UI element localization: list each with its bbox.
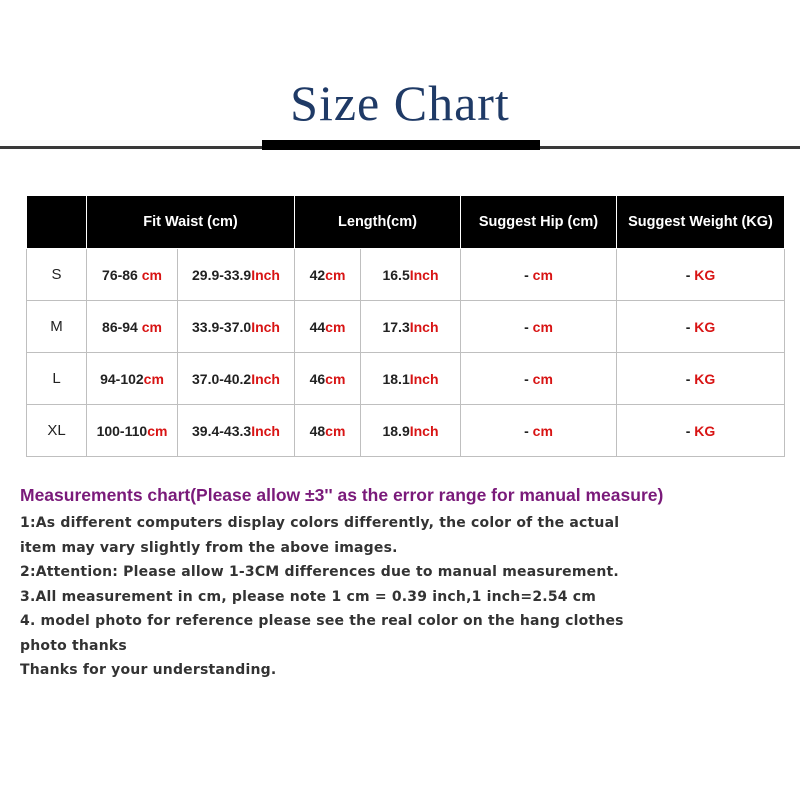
table-row [27,249,785,301]
waist-inch-value: 33.9-37.0 [192,318,252,335]
weight-cell [617,353,785,405]
waist-inch-value: 29.9-33.9 [192,266,252,283]
unit-label: cm [532,370,553,387]
note-line: 4. model photo for reference please see the real color on the hang clothes [20,613,624,629]
waist-inch-cell [178,405,295,457]
unit-label: KG [694,370,716,387]
unit-label: cm [325,422,346,439]
waist-inch-value: 39.4-43.3 [192,422,252,439]
waist-cm-cell [87,301,178,353]
length-inch-cell [361,353,461,405]
unit-label: cm [532,422,553,439]
size-label: M [27,301,87,353]
table-row [27,405,785,457]
unit-label: Inch [409,422,439,439]
size-label: XL [27,405,87,457]
unit-label: cm [141,318,162,335]
length-cm-value: 42 [309,266,326,283]
waist-cm-cell [87,249,178,301]
note-line: 3.All measurement in cm, please note 1 cm = 0.39 inch,1 inch=2.54 cm [20,588,597,605]
weight-value: - [685,318,695,335]
weight-value: - [685,370,695,387]
weight-cell [617,301,785,353]
unit-label: cm [325,266,346,283]
length-inch-value: 18.1 [382,370,410,387]
header-suggest-hip: Suggest Hip (cm) [461,196,617,249]
notes-heading: Measurements chart(Please allow ±3'' as the error range for manual measure) [20,485,664,505]
length-cm-cell [295,405,361,457]
note-line: 2:Attention: Please allow 1-3CM differences due to manual measurement. [20,564,619,580]
unit-label: cm [532,266,553,283]
unit-label: KG [694,422,716,439]
length-inch-cell [361,249,461,301]
unit-label: Inch [409,266,439,283]
title-underline-accent [262,140,540,150]
length-cm-value: 44 [309,318,326,335]
header-length: Length(cm) [295,196,461,249]
unit-label: cm [325,318,346,335]
waist-inch-cell [178,301,295,353]
length-cm-cell [295,353,361,405]
weight-value: - [685,422,695,439]
length-inch-cell [361,301,461,353]
hip-cell [461,249,617,301]
waist-inch-value: 37.0-40.2 [192,370,252,387]
length-inch-value: 17.3 [382,318,410,335]
unit-label: KG [694,266,716,283]
unit-label: cm [143,370,164,387]
waist-cm-cell [87,405,178,457]
unit-label: Inch [251,370,280,387]
table-row [27,301,785,353]
waist-cm-cell [87,353,178,405]
weight-cell [617,405,785,457]
size-chart-table [26,195,785,457]
length-inch-value: 18.9 [382,422,410,439]
unit-label: Inch [409,370,439,387]
hip-value: - [524,318,533,335]
table-row [27,353,785,405]
note-line: photo thanks [20,637,127,654]
size-label: L [27,353,87,405]
length-inch-cell [361,405,461,457]
waist-cm-value: 94-102 [100,370,144,387]
unit-label: Inch [409,318,439,335]
header-fit-waist: Fit Waist (cm) [87,196,295,249]
unit-label: cm [141,266,162,283]
unit-label: cm [532,318,553,335]
unit-label: KG [694,318,716,335]
length-cm-cell [295,249,361,301]
waist-inch-cell [178,249,295,301]
size-label: S [27,249,87,301]
note-line: Thanks for your understanding. [20,662,277,678]
header-suggest-weight: Suggest Weight (KG) [617,196,785,249]
hip-cell [461,301,617,353]
waist-cm-value: 76-86 [102,266,142,283]
unit-label: cm [325,370,346,387]
unit-label: Inch [251,318,280,335]
waist-cm-value: 100-110 [96,422,148,439]
length-inch-value: 16.5 [382,266,410,283]
waist-cm-value: 86-94 [102,318,142,335]
measurement-notes [20,483,720,683]
length-cm-value: 46 [309,370,326,387]
hip-cell [461,353,617,405]
header-size [27,196,87,249]
hip-value: - [524,422,533,439]
page-title: Size Chart [290,75,510,131]
waist-inch-cell [178,353,295,405]
note-line: item may vary slightly from the above images. [20,539,398,556]
note-line: 1:As different computers display colors differently, the color of the actual [20,515,620,531]
weight-value: - [685,266,695,283]
table-header-row [27,196,785,249]
unit-label: Inch [251,422,280,439]
unit-label: Inch [251,266,280,283]
hip-value: - [524,370,533,387]
weight-cell [617,249,785,301]
length-cm-value: 48 [309,422,326,439]
unit-label: cm [147,422,168,439]
hip-value: - [524,266,533,283]
hip-cell [461,405,617,457]
length-cm-cell [295,301,361,353]
